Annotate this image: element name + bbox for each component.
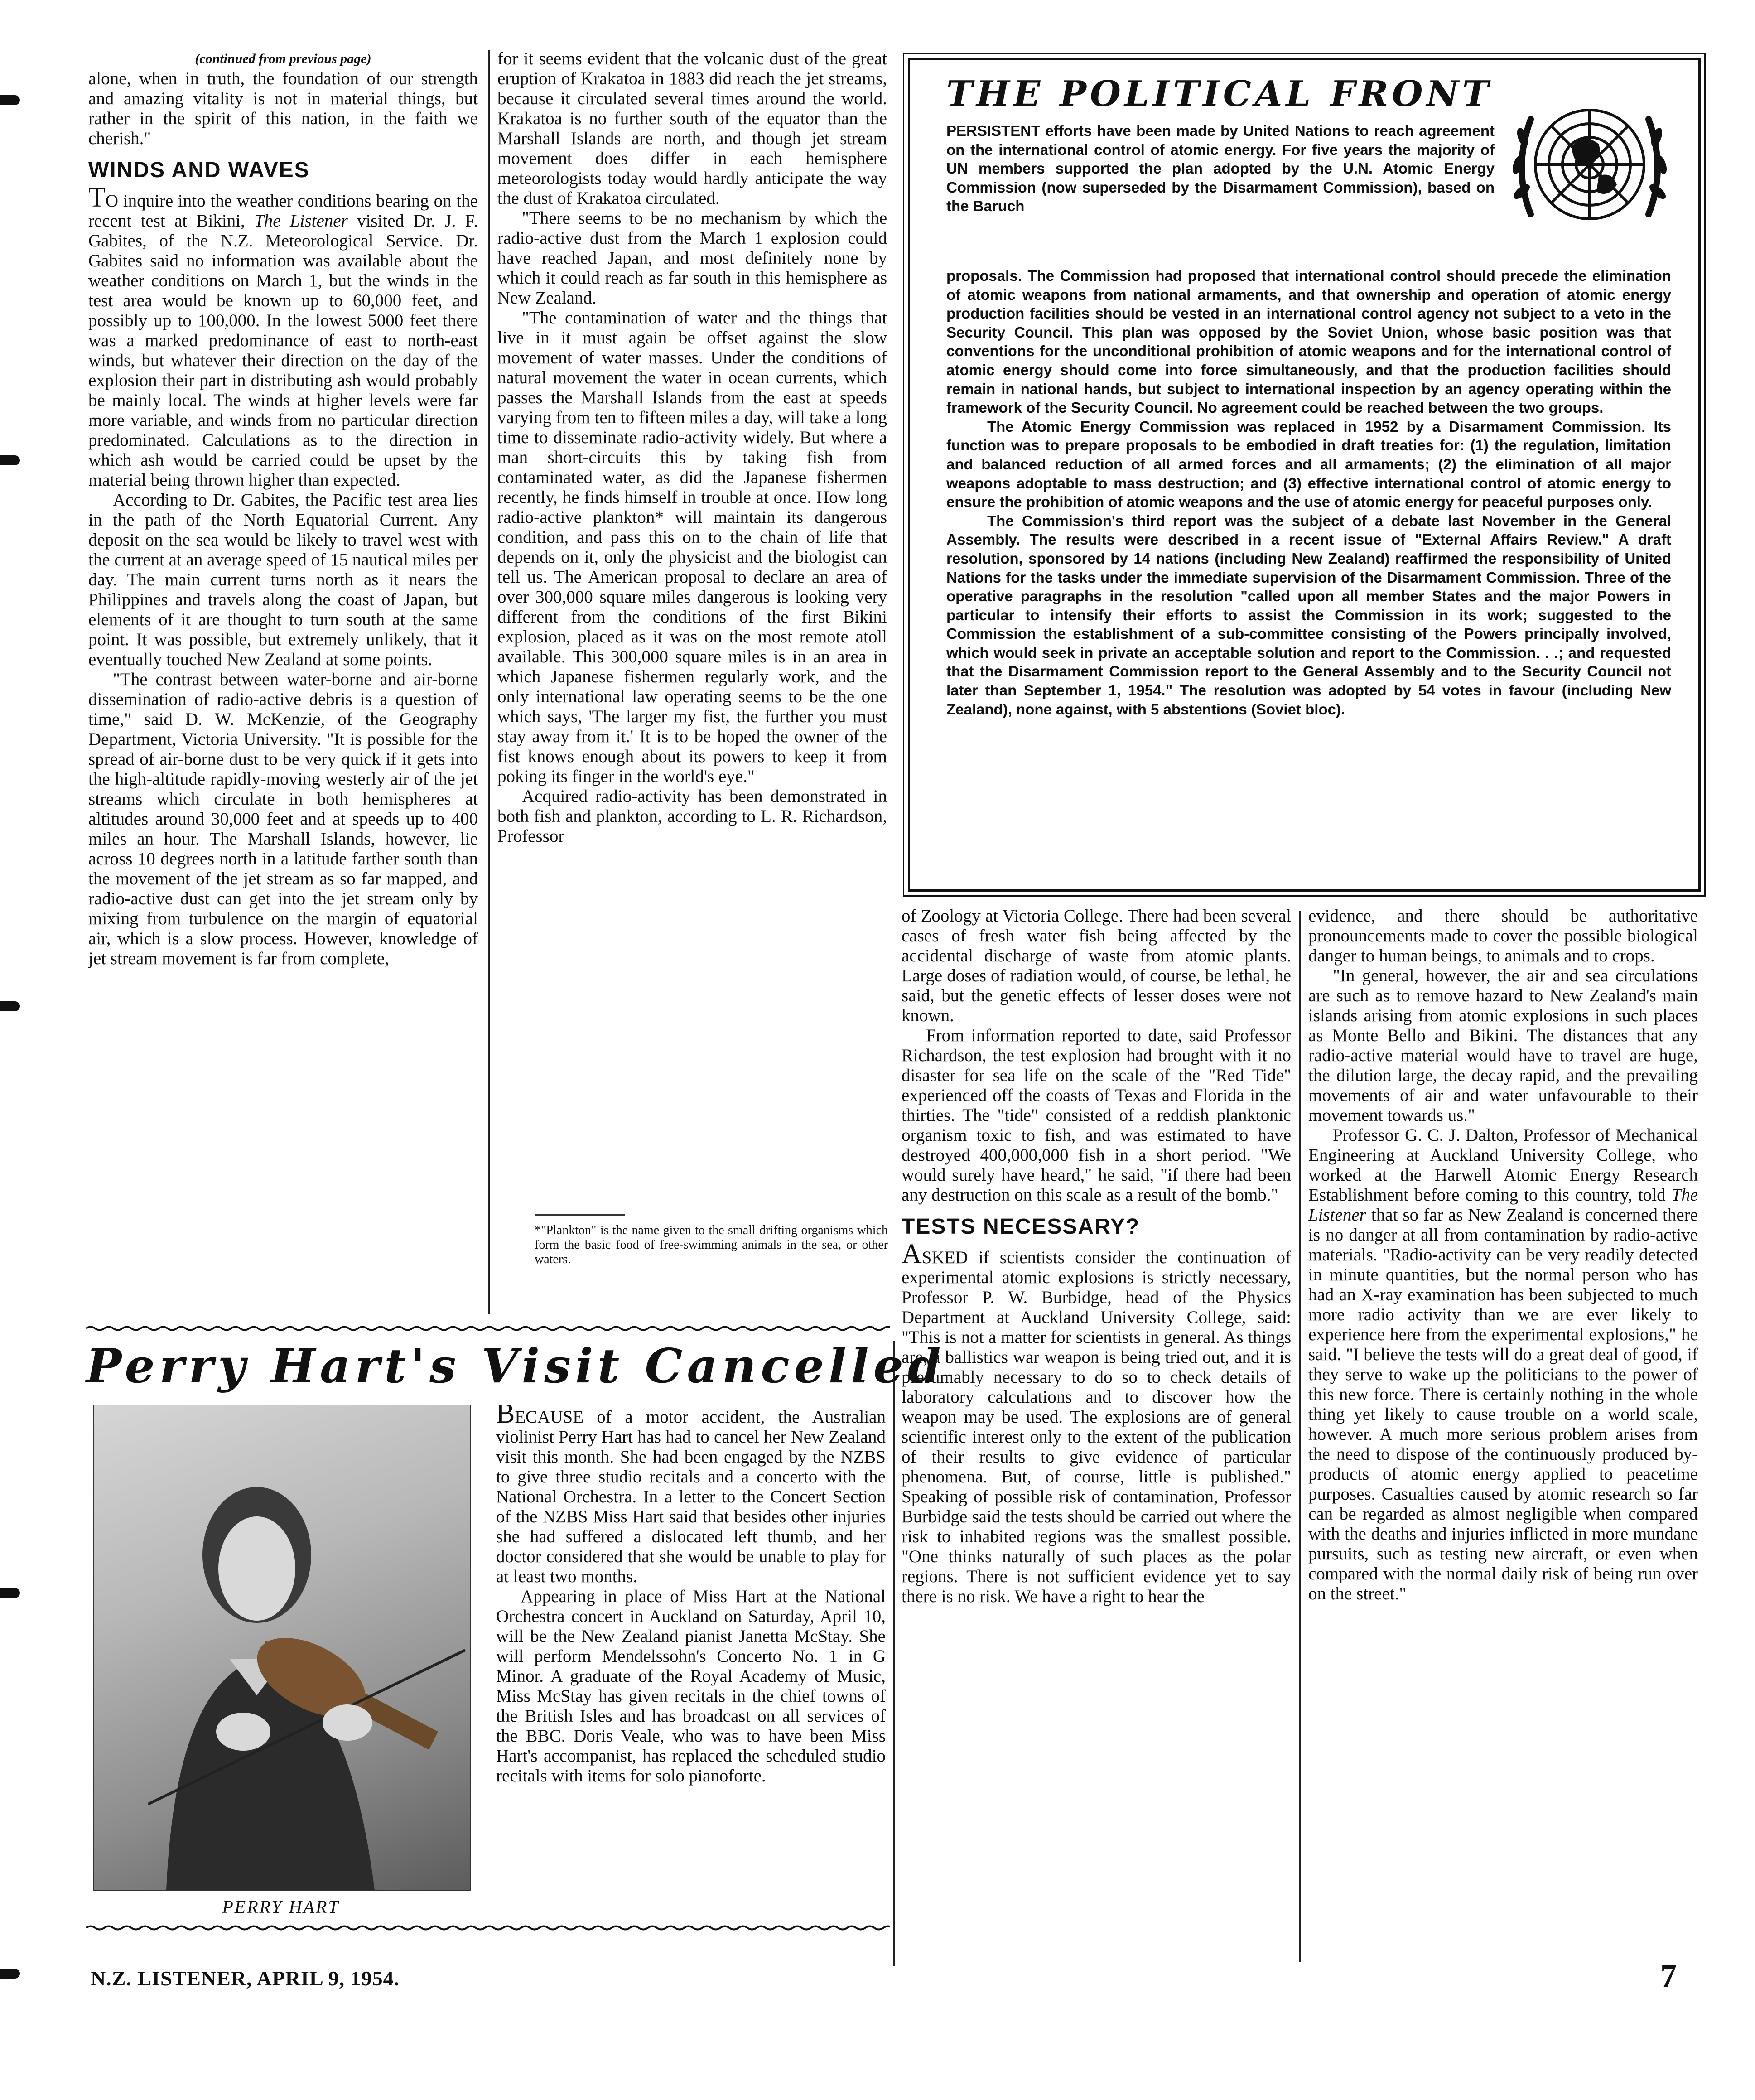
- box-paragraph: The Atomic Energy Commission was replaced in 1952 by a Disarmament Commission. Its function was to prepare proposals to be embodied in draft treaties for: (1) the regulation, limitation and balanced reduction of all armed forces and all armaments; (2) the elimination of all major weapons adoptable to mass destruction; and (3) effective international control of atomic energy to ensure the prohibition of atomic weapons and the use of atomic energy for peaceful purposes only.: [946, 418, 1671, 511]
- drop-cap: A: [902, 1239, 922, 1270]
- article-paragraph: [902, 1239, 1291, 1607]
- column-1: [88, 49, 478, 1318]
- box-text-main: [946, 266, 1671, 878]
- article-paragraph: evidence, and there should be authoritative pronouncements made to cover the possible biological danger to human beings, to animals and to crops.: [1308, 906, 1698, 966]
- column-3: [902, 906, 1291, 1962]
- box-paragraph: PERSISTENT efforts have been made by United Nations to reach agreement on the international control of atomic energy. For five years the majority of UN members supported the plan adopted by the U.N. Atomic Energy Commission (now superseded by the Disarmament Commission), based on the Baruch: [946, 122, 1495, 215]
- box-paragraph: proposals. The Commission had proposed that international control should precede the elimination of atomic weapons from national armaments, and that ownership and operation of atomic energy production facilities should be vested in an international control agency not subject to a veto in the Security Council. This plan was opposed by the Soviet Union, whose basic position was that conventions for the unconditional prohibition of atomic weapons and for the international control of atomic energy should come into force simultaneously, and that the production facilities should remain in national hands, but subject to international inspection by an agency operating within the framework of the Security Council. No agreement could be reached between the two groups.: [946, 267, 1671, 416]
- article-paragraph: "The contamination of water and the things that live in it must again be offset against the slow movement of water masses. Under the conditions of natural movement the water in ocean currents, which passes the Marshall Islands from the east at speeds varying from ten to fifteen miles a day, will take a long time to disseminate radio-activity widely. But where a man short-circuits this by taking fish from contaminated water, as did the Japanese fishermen recently, he finds himself in trouble at once. How long radio-active plankton* will maintain its dangerous condition, and pass this on to the chain of life that depends on it, only the physicist and the biologist can tell us. The American proposal to declare an area of over 300,000 square miles dangerous is looking very different from the conditions of the first Bikini explosion, placed as it was on the most remote atoll available. This 300,000 square miles is in an area in which Japanese fishermen regularly work, and the only international law operating seems to be the one which says, 'The larger my fist, the further you must stay away from it.' It is to be hoped the owner of the fist knows enough about its powers to keep it from poking its finger in the world's eye.": [497, 308, 887, 786]
- paragraph-text: SKED if scientists consider the continuation of experimental atomic explosions is strictly necessary, Professor P. W. Burbidge, head of the Physics Department at Auckland University College, said: "This is not a matter for scientists in general. As things are, a ballistics war weapon is being tried out, and it is presumably necessary to do so to check details of laboratory calculations and to discover how the weapon may be used. The explosions are of general scientific interest only to the extent of the publication of their results to give evidence of particular phenomena. But, of course, little is published." Speaking of possible risk of contamination, Professor Burbidge said the tests should be carried out where the risk to inhabited regions was the smallest possible. "One thinks naturally of such places as the polar regions. There is not sufficient evidence yet to say there is no risk. We have a right to hear the: [902, 1248, 1291, 1606]
- article-paragraph: Acquired radio-activity has been demonstrated in both fish and plankton, according to L. R. Richardson, Professor: [497, 787, 887, 846]
- box-title: THE POLITICAL FRONT: [946, 73, 1492, 115]
- publication-name: The Listener: [1308, 1185, 1698, 1225]
- article-paragraph: for it seems evident that the volcanic dust of the great eruption of Krakatoa in 1883 did reach the jet streams, because it circulated several times around the world. Krakatoa is no further south of the equator than the Marshall Islands are north, and though jet stream movement does differ in each hemisphere meteorologists today would hardly anticipate the way the dust of Krakatoa circulated.: [497, 49, 887, 208]
- wavy-divider: [86, 1325, 890, 1332]
- binding-mark: [0, 1588, 20, 1598]
- column-rule: [1299, 911, 1301, 1962]
- political-front-box: [908, 58, 1701, 892]
- drop-cap: B: [496, 1405, 515, 1429]
- column-4: [1308, 906, 1698, 1962]
- wavy-divider: [86, 1925, 890, 1931]
- paragraph-text: Professor G. C. J. Dalton, Professor of Mechanical Engineering at Auckland University College, who worked at the Harwell Atomic Energy Research Establishment before coming to this country, told: [1308, 1125, 1698, 1205]
- perry-hart-article: [496, 1405, 886, 1953]
- violinist-photo-icon: [94, 1405, 470, 1890]
- article-paragraph: Appearing in place of Miss Hart at the National Orchestra concert in Auckland on Saturday, April 10, will be the New Zealand pianist Janetta McStay. She will perform Mendelssohn's Concerto No. 1 in G Minor. A graduate of the Royal Academy of Music, Miss McStay has given recitals in the chief towns of the British Isles and has broadcast on all services of the BBC. Doris Veale, who was to have been Miss Hart's accompanist, has replaced the scheduled studio recitals with items for solo pianoforte.: [496, 1587, 886, 1786]
- page-number: 7: [1660, 1958, 1677, 1994]
- binding-mark: [0, 95, 20, 105]
- drop-cap: T: [88, 182, 106, 213]
- footnote-rule: [535, 1214, 625, 1216]
- binding-mark: [0, 1001, 20, 1011]
- publication-name: The Listener: [254, 211, 348, 231]
- binding-mark: [0, 455, 20, 465]
- binding-mark: [0, 1969, 20, 1979]
- paragraph-text: visited Dr. J. F. Gabites, of the N.Z. Meteorological Service. Dr. Gabites said no information was available about the weather conditions on March 1, but the winds in the test area would be known up to 60,000 feet, and possibly up to 100,000. In the lowest 5000 feet there was a marked predominance of east to north-east winds, but whatever their direction on the day of the explosion their part in distributing ash would probably be mainly local. The winds at higher levels were far more variable, and winds from no particular direction predominated. Calculations as to the direction in which ash would be carried could be upset by the material being thrown higher than expected.: [88, 211, 478, 490]
- footnote: *"Plankton" is the name given to the small drifting organisms which form the basic food of free-swimming animals in the sea, or other waters.: [535, 1223, 888, 1266]
- paragraph-text: that so far as New Zealand is concerned there is no danger at all from contamination by radio-active materials. "Radio-activity can be very readily detected in minute quantities, but the normal person who has had an X-ray examination has been subjected to much more radio activity than we are ever likely to experience here from the experimental explosions," he said. "I believe the tests will do a great deal of good, if they serve to wake up the politicians to the power of this new force. There is certainly nothing in the whole thing yet likely to cause trouble on a world scale, however. A much more serious problem arises from the need to dispose of the continuously produced by-products of atomic energy applied to peacetime purposes. Casualties caused by atomic research so far can be regarded as almost negligible when compared with the deaths and injuries inflicted in more mundane pursuits, such as testing new aircraft, or even when compared with the normal daily risk of being run over on the street.": [1308, 1205, 1698, 1603]
- article-paragraph: "In general, however, the air and sea circulations are such as to remove hazard to New Zealand's main islands arising from atomic explosions in such places as Monte Bello and Bikini. The distances that any radio-active material would have to travel are huge, the dilution large, the decay rapid, and the prevailing movements of air and water unfavourable to their movement towards us.": [1308, 966, 1698, 1125]
- violinist-photo: [93, 1405, 471, 1891]
- article-paragraph: [496, 1405, 886, 1587]
- section-heading: WINDS AND WAVES: [88, 158, 310, 182]
- box-paragraph: The Commission's third report was the subject of a debate last November in the General Assembly. The results were described in a recent issue of "External Affairs Review." A draft resolution, sponsored by 14 nations (including New Zealand) reaffirmed the responsibility of United Nations for the tasks under the immediate supervision of the Disarmament Commission. Three of the operative paragraphs in the resolution "called upon all member States and the major Powers in particular to intensify their efforts to assist the Commission in its work; suggested to the Commission the establishment of a sub-committee consisting of the Powers principally involved, which would seek in private an acceptable solution and report to the Commission. . .; and requested that the Disarmament Commission report to the General Assembly and to the Security Council not later than September 1, 1954." The resolution was adopted by 54 votes in favour (including New Zealand), none against, with 5 abstentions (Soviet bloc).: [946, 512, 1671, 718]
- article-paragraph: According to Dr. Gabites, the Pacific test area lies in the path of the North Equatorial Current. Any deposit on the sea would be likely to travel west with the current at an average speed of 15 nautical miles per day. The main current turns north as it nears the Philippines and travels along the coast of Japan, but elements of it are thought to turn south at the same point. It was possible, but extremely unlikely, that it eventually touched New Zealand at some points.: [88, 490, 478, 669]
- un-emblem-icon: [1504, 78, 1676, 260]
- article-paragraph: From information reported to date, said Professor Richardson, the test explosion had brought with it no disaster for sea life on the scale of the "Red Tide" experienced off the coasts of Texas and Florida in the thirties. The "tide" consisted of a reddish planktonic organism toxic to fish, and was estimated to have destroyed 400,000,000 fish in a short period. "We would surely have heard," he said, "if there had been any destruction on this scale as a result of the bomb.": [902, 1026, 1291, 1205]
- box-text-top: [946, 121, 1495, 266]
- article-paragraph: [1308, 1125, 1698, 1604]
- column-rule: [488, 50, 490, 1314]
- article-paragraph: "There seems to be no mechanism by which the radio-active dust from the March 1 explosion could have reached Japan, and most definitely none by which it could reach as far south in this hemisphere as New Zealand.: [497, 208, 887, 308]
- paragraph-text: ECAUSE of a motor accident, the Australian violinist Perry Hart has had to cancel her New Zealand visit this month. She had been engaged by the NZBS to give three studio recitals and a concerto with the National Orchestra. In a letter to the Concert Section of the NZBS Miss Hart said that besides other injuries she had suffered a dislocated left thumb, and her doctor considered that she would be unable to play for at least two months.: [496, 1407, 886, 1586]
- article-paragraph: "The contrast between water-borne and air-borne dissemination of radio-active debris is a question of time," said D. W. McKenzie, of the Geography Department, Victoria University. "It is possible for the spread of air-borne dust to be very quick if it gets into the high-altitude rapidly-moving westerly air of the jet streams which circulate in both hemispheres at altitudes around 30,000 feet and at speeds up to 400 miles an hour. The Marshall Islands, however, lie across 10 degrees north in a latitude farther south than the movement of the jet stream as so far mapped, and radio-active dust can get into the jet stream only by mixing from turbulence on the margin of equatorial air, which is a slow process. However, knowledge of jet stream movement is far from complete,: [88, 670, 478, 968]
- section-heading: TESTS NECESSARY?: [902, 1215, 1140, 1239]
- article-paragraph: [88, 182, 478, 490]
- continued-note: (continued from previous page): [195, 51, 371, 66]
- article-paragraph: alone, when in truth, the foundation of our strength and amazing vitality is not in material things, but rather in the spirit of this nation, in the faith we cherish.": [88, 69, 478, 148]
- article-paragraph: of Zoology at Victoria College. There had been several cases of fresh water fish being affected by the accidental discharge of waste from atomic plants. Large doses of radiation would, of course, be lethal, he said, but the genetic effects of lesser doses were not known.: [902, 906, 1291, 1025]
- column-rule: [893, 1341, 895, 1966]
- paragraph-text: O inquire into the weather conditions bearing on the recent test at Bikini,: [88, 191, 478, 231]
- perry-hart-headline: Perry Hart's Visit Cancelled: [86, 1338, 945, 1394]
- photo-caption: PERRY HART: [222, 1897, 340, 1917]
- column-2: [497, 49, 887, 1200]
- publication-footer: N.Z. LISTENER, APRIL 9, 1954.: [91, 1967, 400, 1990]
